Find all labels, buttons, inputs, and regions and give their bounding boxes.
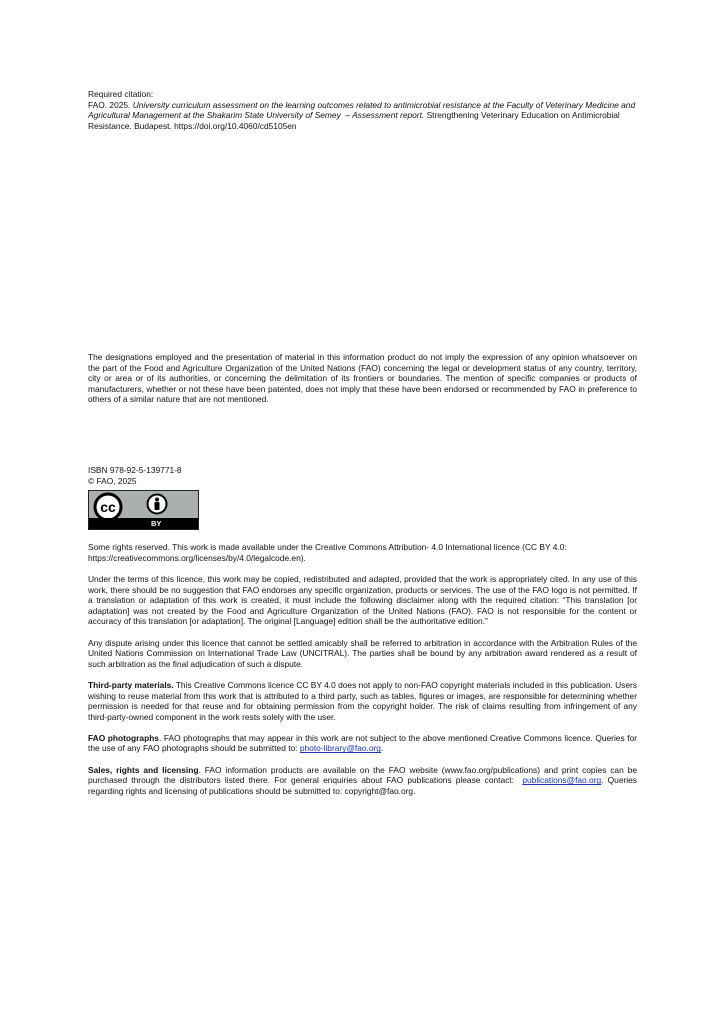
cc-by-bar xyxy=(89,518,198,529)
third-party-heading: Third-party materials. xyxy=(88,679,174,690)
copyright: © FAO, 2025 xyxy=(88,475,137,486)
disclaimer-text: The designations employed and the presentation of material in this information product do not imply the expression of any opinion whatsoever on the part of the Food and Agriculture Organization of the United Nations (FAO) concerning the legal or development status of any country, territory, city or area or of its authorities, or concerning the delimitation of its frontiers or boundaries. The mention of specific companies or products of manufacturers, whether or not these have been patented, does not imply that these have been endorsed or recommended by FAO in preference to others of a similar nature that are not mentioned. xyxy=(88,352,637,405)
dispute-text: Any dispute arising under this licence that cannot be settled amicably shall be referred to arbitration in accordance with the Arbitration Rules of the United Nations Commission on International Trade Law (UNCITRAL). The parties shall be bound by any arbitration award rendered as a result of such arbitration as the final adjudication of such a dispute. xyxy=(88,637,637,669)
terms-text: Under the terms of this licence, this work may be copied, redistributed and adapted, provided that the work is appropriately cited. In any use of this work, there should be no suggestion that FAO endorses any specific organization, products or services. The use of the FAO logo is not permitted. If a translation or adaptation of this work is created, it must include the following disclaimer along with the required citation: “This translation [or adaptation] was not created by the Food and Agriculture Organization of the United Nations (FAO). FAO is not responsible for the content or accuracy of this translation [or adaptation]. The original [Language] edition shall be the authoritative edition.” xyxy=(88,573,637,627)
disclaimer-block xyxy=(88,352,637,405)
photographs-text xyxy=(88,733,637,754)
cc-text: cc xyxy=(100,499,116,516)
citation-block xyxy=(88,89,637,131)
photographs-end: . xyxy=(380,743,384,754)
citation-title: University curriculum assessment on the learning outcomes related to antimicrobial resistance at the Faculty of Veterinary Medicine and Agricultural Management at the Shakarim State University of Semey – Assessment report. xyxy=(88,99,636,121)
sales-heading: Sales, rights and licensing xyxy=(88,764,199,775)
cc-by-badge[interactable] xyxy=(88,490,199,530)
sales-text xyxy=(88,765,637,797)
sales-body: . FAO information products are available on the FAO website (www.fao.org/publications) and print copies can be purchased through the distributors listed there. For general enquiries about FAO publications please contact: xyxy=(88,764,637,786)
citation-suffix: Strengthening Veterinary Education on Antimicrobial Resistance. Budapest. https://doi.org/10.4060/cd5105en xyxy=(88,110,620,131)
photographs-body: . FAO photographs that may appear in this work are not subject to the above mentioned Creative Commons licence. Queries for the use of any FAO photographs should be submitted to: xyxy=(88,732,638,754)
license-block xyxy=(88,465,637,807)
citation-prefix: FAO. 2025. xyxy=(88,99,131,110)
cc-by-label: BY xyxy=(151,519,162,529)
isbn: ISBN 978-92-5-139771-8 xyxy=(88,465,182,475)
citation-label: Required citation: xyxy=(88,89,154,99)
citation-text xyxy=(88,100,637,132)
cc-by-logo-icon xyxy=(89,491,198,518)
photo-library-email-link[interactable]: photo-library@fao.org xyxy=(299,743,381,754)
rights-text: Some rights reserved. This work is made available under the Creative Commons Attribution- 4.0 International licence (CC BY 4.0: https://creativecommons.org/licenses/by/4.0/legalcode.en). xyxy=(88,542,567,563)
publications-email-link[interactable]: publications@fao.org xyxy=(522,775,602,786)
sales-body-2: . Queries regarding rights and licensing of publications should be submitted to: copyright@fao.org. xyxy=(88,775,637,796)
third-party-text xyxy=(88,680,637,722)
third-party-body: This Creative Commons licence CC BY 4.0 does not apply to non-FAO copyright materials included in this publication. Users wishing to reuse material from this work that is attributed to a third party, such as tables, figures or images, are responsible for determining whether permission is needed for that reuse and for obtaining permission from the copyright holder. The risk of claims resulting from infringement of any third-party-owned component in the work rests solely with the user. xyxy=(88,679,637,722)
photographs-heading: FAO photographs xyxy=(88,732,159,743)
